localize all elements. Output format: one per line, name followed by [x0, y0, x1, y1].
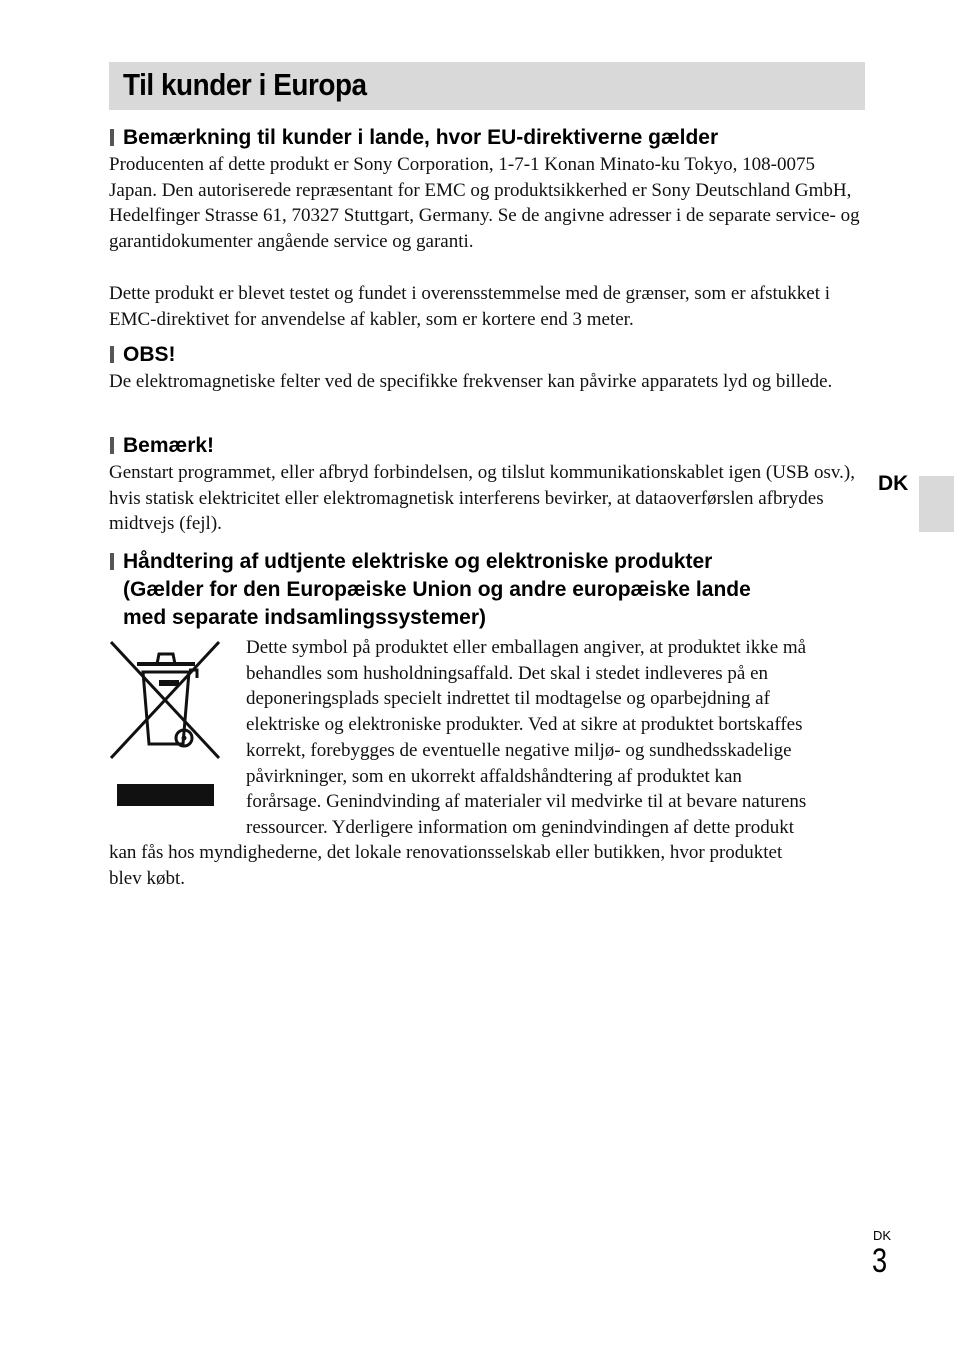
heading-marker	[110, 129, 114, 146]
weee-line: Dette symbol på produktet eller emballagen angiver, at produktet ikke må	[246, 637, 807, 658]
weee-line: korrekt, forebygges de eventuelle negative miljø- og sundhedsskadelige	[246, 739, 792, 761]
weee-line: forårsage. Genindvinding af materialer vil medvirke til at bevare naturens	[246, 791, 807, 813]
side-tab	[919, 476, 954, 532]
weee-text-column	[246, 635, 876, 841]
section-heading-line: Håndtering af udtjente elektriske og elektroniske produkter	[123, 550, 713, 573]
section-obs	[109, 341, 865, 395]
section-heading-text: Bemærk!	[123, 434, 215, 457]
weee-line: deponeringsplads specielt indrettet til modtagelse og oparbejdning af	[246, 688, 770, 710]
paragraph: Producenten af dette produkt er Sony Corporation, 1-7-1 Konan Minato-ku Tokyo, 108-0075 Japan. Den autoriserede repræsentant for EMC og produktsikkerhed er Sony Deutschland GmbH, Hedelfinger Strasse 61, 70327 Stuttgart, Germany. Se de angivne adresser i de separate service- og garantidokumenter angående service og garanti.	[109, 154, 860, 253]
section-heading-text: Bemærkning til kunder i lande, hvor EU-direktiverne gælder	[123, 126, 719, 149]
footer-language-label: DK	[873, 1228, 892, 1243]
weee-line: behandles som husholdningsaffald. Det skal i stedet indleveres på en	[246, 662, 769, 684]
section-weee	[109, 548, 865, 632]
section-eu-directives	[109, 124, 865, 332]
side-tab-label: DK	[878, 472, 909, 495]
weee-line: kan fås hos myndighederne, det lokale renovationsselskab eller butikken, hvor produktet	[109, 842, 783, 863]
heading-marker	[110, 346, 114, 363]
section-heading-line: (Gælder for den Europæiske Union og andre europæiske lande	[123, 578, 751, 601]
weee-line: elektriske og elektroniske produkter. Ved at sikre at produktet bortskaffes	[246, 714, 803, 736]
section-heading	[109, 124, 865, 152]
paragraph: De elektromagnetiske felter ved de specifikke frekvenser kan påvirke apparatets lyd og billede.	[109, 371, 833, 392]
section-heading	[109, 548, 865, 632]
paragraph: Dette produkt er blevet testet og fundet i overensstemmelse med de grænser, som er afstukket i EMC-direktivet for anvendelse af kabler, som er kortere end 3 meter.	[109, 282, 831, 330]
section-heading	[109, 432, 865, 460]
title-bar	[109, 62, 865, 110]
section-heading-line: med separate indsamlingssystemer)	[123, 606, 486, 629]
section-heading	[109, 341, 865, 369]
heading-marker	[110, 553, 114, 570]
section-heading-text: OBS!	[123, 343, 176, 366]
weee-line: ressourcer. Yderligere information om genindvindingen af dette produkt	[246, 816, 795, 838]
page-number: 3	[872, 1242, 888, 1280]
weee-line: blev købt.	[109, 867, 185, 889]
heading-marker	[110, 437, 114, 454]
crossed-out-wheeled-bin-icon	[109, 640, 221, 810]
paragraph: Genstart programmet, eller afbryd forbindelsen, og tilslut kommunikationskablet igen (USB osv.), hvis statisk elektricitet eller elektromagnetisk interferens bevirker, at dataoverførslen afbrydes midtvejs (fejl).	[109, 462, 855, 535]
weee-line: påvirkninger, som en ukorrekt affaldshåndtering af produktet kan	[246, 765, 742, 787]
weee-text-continuation	[109, 840, 889, 891]
section-bemaerk	[109, 432, 865, 537]
page-title: Til kunder i Europa	[123, 67, 367, 102]
